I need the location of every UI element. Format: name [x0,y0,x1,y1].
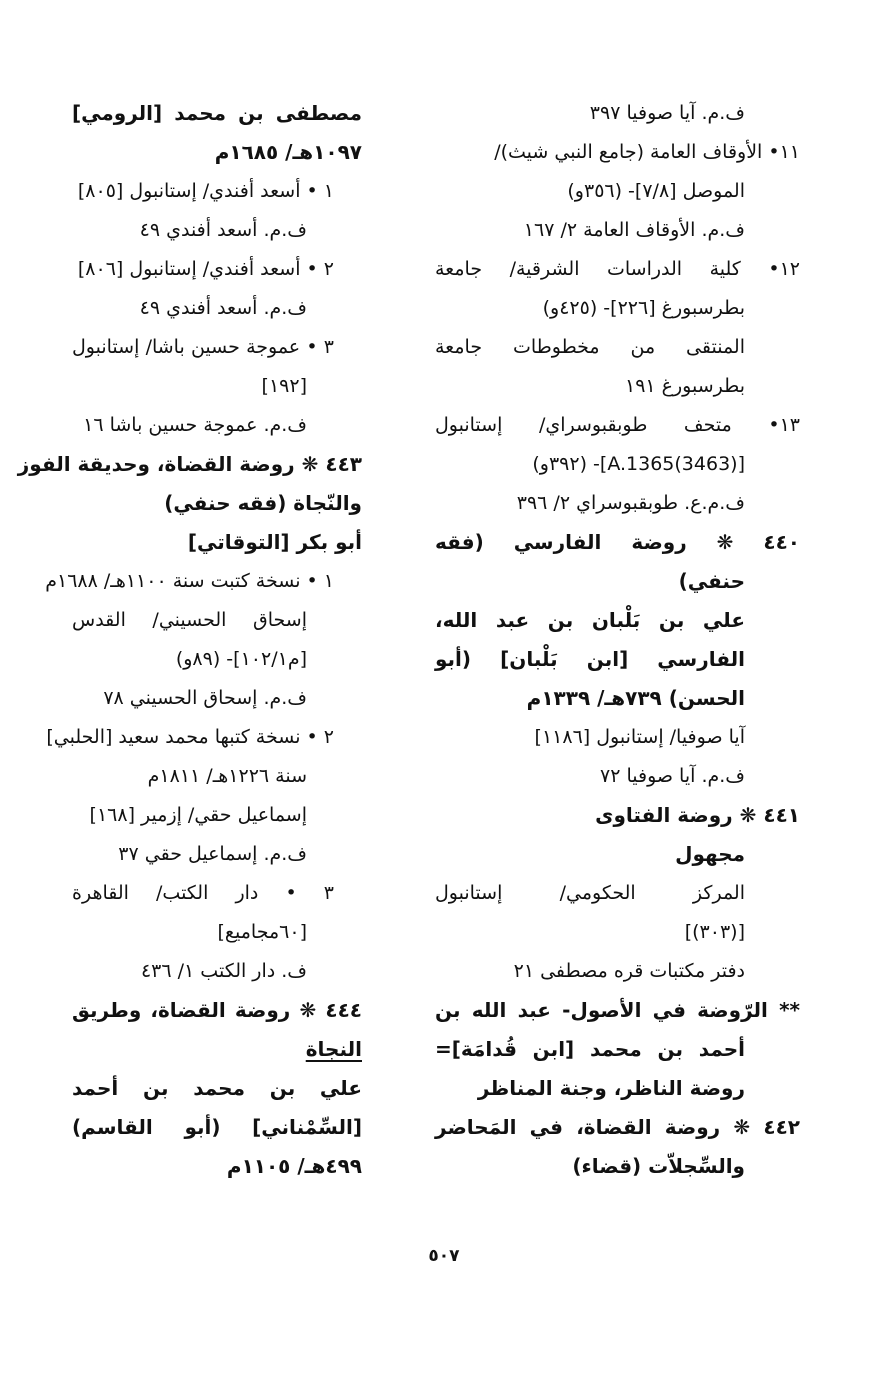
entry-text-line: ف.م. أسعد أفندي ٤٩ [139,297,307,319]
entry-text-line: ف.م. إسماعيل حقي ٣٧ [118,843,307,865]
entry-text-line: ١ • نسخة كتبت سنة ١١٠٠هـ/ ١٦٨٨م [45,570,334,592]
entry-heading-line: علي بن بَلْبان بن عبد الله، [435,608,745,632]
entry-text-line: المنتقى من مخطوطات جامعة [435,336,745,358]
entry-heading-line: روضة الناظر، وجنة المناظر [477,1076,745,1100]
entry-heading-line: ٤٤٣ ❋ روضة القضاة، وحديقة الفوز [17,452,362,476]
entry-heading-line: ٤٤٤ ❋ روضة القضاة، وطريق [72,998,362,1022]
entry-heading-line: أبو بكر [التوقاتي] [187,530,362,554]
left-column [17,94,362,1186]
entry-heading-line: علي بن محمد بن أحمد [72,1076,362,1100]
entry-text-line: ١٣• متحف طوبقبوسراي/ إستانبول [435,414,800,436]
entry-heading-line: مصطفى بن محمد [الرومي] [72,101,362,125]
entry-heading-line: ** الرّوضة في الأصول- عبد الله بن [435,998,800,1022]
entry-text-line: ف.م. آيا صوفيا ٧٢ [600,765,745,787]
entry-heading-line: ١٠٩٧هـ/ ١٦٨٥م [214,140,362,164]
entry-text-line: ف.م. آيا صوفيا ٣٩٧ [589,102,745,124]
entry-heading-line: ٤٤٠ ❋ روضة الفارسي (فقه [435,530,800,554]
entry-text-line: سنة ١٢٢٦هـ/ ١٨١١م [147,765,307,787]
entry-text-line: آيا صوفيا/ إستانبول [١١٨٦] [534,726,745,748]
entry-text-line: ف.م.ع. طوبقبوسراي ٢/ ٣٩٦ [516,492,745,514]
entry-text-line: ف. دار الكتب ١/ ٤٣٦ [140,960,307,982]
entry-heading-line: ٤٤١ ❋ روضة الفتاوى [595,803,800,827]
entry-text-line: [م١٠٢/١]- (٨٩و) [175,648,307,670]
entry-heading-line: [السِّمْناني] (أبو القاسم) [72,1115,362,1139]
entry-text-line: ٣ • دار الكتب/ القاهرة [72,882,334,904]
entry-text-line: ٢ • نسخة كتبها محمد سعيد [الحلبي] [46,726,334,748]
entry-heading-line: مجهول [675,842,745,866]
entry-heading-line: حنفي) [678,569,745,593]
right-column [435,94,800,1186]
entry-text-line: ١٢• كلية الدراسات الشرقية/ جامعة [435,258,800,280]
entry-text-line: ف.م. إسحاق الحسيني ٧٨ [103,687,307,709]
entry-text-line: [١٩٢] [261,375,307,397]
entry-text-line: ٢ • أسعد أفندي/ إستانبول [٨٠٦] [77,258,334,280]
entry-heading-line: والنّجاة (فقه حنفي) [164,491,362,515]
entry-text-line: ف.م. عموجة حسين باشا ١٦ [83,414,307,436]
entry-heading-line: ٤٩٩هـ/ ١١٠٥م [226,1154,362,1178]
entry-heading-line: النجاة [305,1037,362,1061]
entry-text-line: المركز الحكومي/ إستانبول [435,882,745,904]
entry-text-line: إسحاق الحسيني/ القدس [72,609,307,631]
entry-text-line: الموصل [٧/٨]- (٣٥٦و) [567,180,745,202]
entry-heading-line: والسِّجلاّت (قضاء) [572,1154,745,1178]
entry-text-line: بطرسبورغ [٢٢٦]- (٤٢٥و) [542,297,745,319]
entry-text-line: [A.1365(3463)]- (٣٩٢و) [532,453,745,475]
entry-text-line: ١ • أسعد أفندي/ إستانبول [٨٠٥] [77,180,334,202]
entry-text-line: ٣ • عموجة حسين باشا/ إستانبول [72,336,334,358]
entry-heading-line: أحمد بن محمد [ابن قُدامَة]= [435,1037,745,1061]
entry-text-line: إسماعيل حقي/ إزمير [١٦٨] [89,804,307,826]
entry-text-line: دفتر مكتبات قره مصطفى ٢١ [513,960,745,982]
entry-text-line: [(٣٠٣)] [684,921,745,943]
entry-text-line: ف.م. أسعد أفندي ٤٩ [139,219,307,241]
entry-heading-line: ٤٤٢ ❋ روضة القضاة، في المَحاضر [435,1115,800,1139]
entry-text-line: ف.م. الأوقاف العامة ٢/ ١٦٧ [523,219,745,241]
entry-text-line: بطرسبورغ ١٩١ [624,375,745,397]
entry-text-line: [٦٠مجاميع] [217,921,307,943]
entry-heading-line: الفارسي [ابن بَلْبان] (أبو [435,647,745,671]
entry-text-line: ١١• الأوقاف العامة (جامع النبي شيث)/ [494,141,800,163]
page-number: ٥٠٧ [428,1246,460,1266]
entry-heading-line: الحسن) ٧٣٩هـ/ ١٣٣٩م [526,686,745,710]
